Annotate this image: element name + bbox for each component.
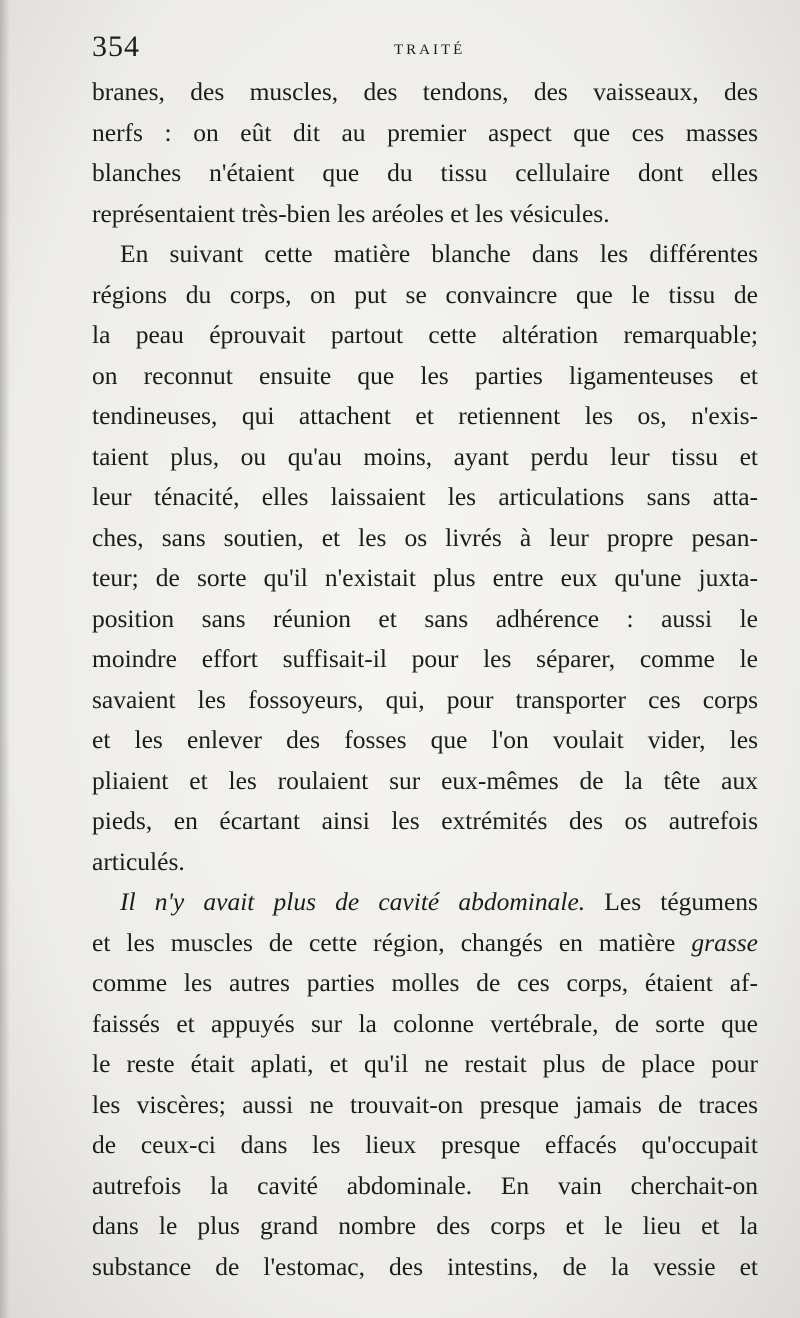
text-line: faissés et appuyés sur la colonne vertébrale, de sorte que [92, 1008, 758, 1038]
text-line: les viscères; aussi ne trouvait-on presque jamais de traces [92, 1089, 758, 1119]
running-head: TRAITÉ [394, 42, 466, 58]
text-line: branes, des muscles, des tendons, des vaisseaux, des [92, 77, 758, 106]
text-line: ches, sans soutien, et les os livrés à leur propre pesan- [92, 522, 758, 552]
text-line: nerfs : on eût dit au premier aspect que ces masses [92, 117, 758, 147]
text-line: dans le plus grand nombre des corps et le lieu et la [92, 1211, 758, 1240]
text-line: autrefois la cavité abdominale. En vain cherchait-on [92, 1170, 758, 1200]
text-line: En suivant cette matière blanche dans les différentes [120, 239, 758, 268]
text-line [92, 923, 758, 964]
text-line: leur ténacité, elles laissaient les articulations sans atta- [92, 482, 758, 511]
text-line: taient plus, ou qu'au moins, ayant perdu leur tissu et [92, 441, 758, 471]
text-line: savaient les fossoyeurs, qui, pour transporter ces corps [92, 684, 758, 714]
text-line: pliaient et les roulaient sur eux-mêmes de la tête aux [92, 765, 758, 795]
text-line: comme les autres parties molles de ces corps, étaient af- [92, 968, 758, 997]
text-line: le reste était aplati, et qu'il ne restait plus de place pour [92, 1049, 758, 1078]
text-line: teur; de sorte qu'il n'existait plus entre eux qu'une juxta- [92, 563, 758, 592]
text-line: tendineuses, qui attachent et retiennent les os, n'exis- [92, 401, 758, 430]
text-line: et les enlever des fosses que l'on voulait vider, les [92, 725, 758, 754]
text-line: articulés. [92, 846, 185, 876]
text-line-section-start [92, 882, 758, 923]
page-header [92, 28, 760, 68]
text-line: de ceux-ci dans les lieux presque effacés qu'occupait [92, 1130, 758, 1159]
text-line: substance de l'estomac, des intestins, de la vessie et [92, 1251, 758, 1281]
text-run: et les muscles de cette région, changés en matière [92, 927, 692, 957]
body-text [92, 72, 758, 1287]
text-line: position sans réunion et sans adhérence : aussi le [92, 603, 758, 633]
text-line: régions du corps, on put se convaincre que le tissu de [92, 279, 758, 309]
page-gutter-shadow [0, 0, 10, 1318]
text-line: représentaient très-bien les aréoles et les vésicules. [92, 198, 610, 228]
text-line: blanches n'étaient que du tissu cellulaire dont elles [92, 158, 758, 187]
italic-word: grasse [691, 927, 758, 957]
italic-section-heading: Il n'y avait plus de cavité abdominale. [120, 887, 586, 916]
page-number: 354 [92, 30, 140, 63]
text-line: la peau éprouvait partout cette altération remarquable; [92, 320, 758, 349]
text-run: Les tégumens [585, 887, 758, 916]
text-line: pieds, en écartant ainsi les extrémités des os autrefois [92, 806, 758, 835]
text-line: on reconnut ensuite que les parties ligamenteuses et [92, 360, 758, 390]
text-line: moindre effort suffisait-il pour les séparer, comme le [92, 644, 758, 673]
